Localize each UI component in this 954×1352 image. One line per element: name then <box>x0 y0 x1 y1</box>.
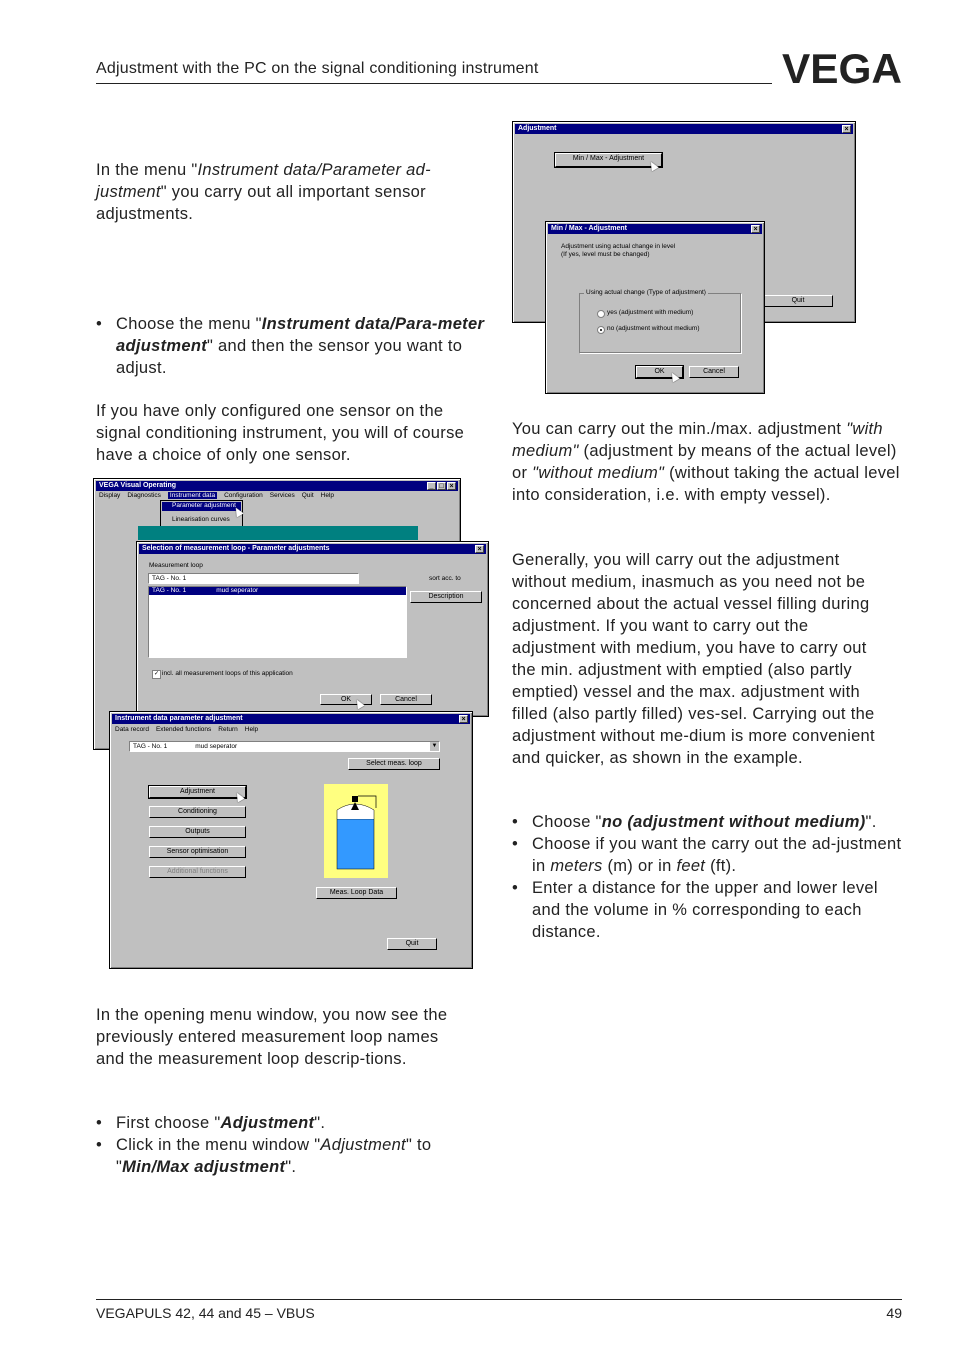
close-icon[interactable]: × <box>475 545 484 553</box>
min-max-cancel-button[interactable]: Cancel <box>689 366 739 378</box>
chevron-down-icon[interactable]: ▼ <box>431 743 438 749</box>
additional-functions-button[interactable]: Additional functions <box>149 866 246 878</box>
logo-text: VEGA <box>782 50 902 86</box>
list-item[interactable]: TAG - No. 1 mud seperator <box>149 587 406 595</box>
tank-icon <box>324 784 388 878</box>
min-max-adjustment-dialog <box>545 221 765 394</box>
adjustment-quit-button[interactable]: Quit <box>763 295 833 307</box>
header-rule <box>96 83 772 84</box>
selection-measurement-loop-window <box>136 541 489 717</box>
maximize-icon[interactable]: □ <box>437 482 446 490</box>
measurement-loop-input[interactable]: TAG - No. 1 <box>148 573 359 584</box>
menu-display[interactable]: Display <box>99 492 121 499</box>
cancel-button[interactable]: Cancel <box>380 694 432 705</box>
incl-all-label: incl. all measurement loops of this application <box>162 670 293 677</box>
menu-quit[interactable]: Quit <box>301 492 314 499</box>
instrument-data-parameter-window <box>109 711 473 969</box>
selection-titlebar: Selection of measurement loop - Parameter adjustments × <box>139 544 486 554</box>
radio-no[interactable] <box>597 326 605 334</box>
menu-help[interactable]: Help <box>320 492 334 499</box>
conditioning-button[interactable]: Conditioning <box>149 806 246 818</box>
min-max-adjustment-button[interactable]: Min / Max - Adjustment <box>555 153 662 167</box>
quit-button[interactable]: Quit <box>387 938 437 950</box>
sort-label: sort acc. to <box>429 575 461 582</box>
intro-paragraph: In the menu "Instrument data/Parameter ad-justment" you carry out all important sensor adjustments. <box>96 161 431 223</box>
measurement-loop-combo[interactable]: TAG - No. 1 mud seperator ▼ <box>129 741 440 752</box>
menu-help[interactable]: Help <box>244 726 259 733</box>
left-bullets-adjustment: • First choose "Adjustment". • Click in the menu window "Adjustment" to "Min/Max adjustment". <box>96 1112 486 1178</box>
right-paragraph-generally: Generally, you will carry out the adjustment without medium, inasmuch as you need not be concerned about the actual vessel filling during adjustment. If you want to carry out the adjustment with medium, you have to carry out the min. adjustment with emptied (also partly emptied) vessel and the max. adjustment with filled (also partly filled) ves-sel. Carrying out the adjustment without me-dium is more convenient and quicker, as shown in the example. <box>512 551 875 767</box>
ok-button[interactable]: OK <box>320 694 372 705</box>
min-max-line2: (If yes, level must be changed) <box>561 251 650 258</box>
instrument-data-dropdown <box>160 500 243 528</box>
select-meas-loop-button[interactable]: Select meas. loop <box>348 758 440 770</box>
min-max-ok-button[interactable]: OK <box>636 366 683 378</box>
measurement-loop-list[interactable] <box>148 586 407 658</box>
idpa-menubar <box>115 726 265 733</box>
measurement-loop-label: Measurement loop <box>149 562 203 569</box>
left-paragraph-opening-menu: In the opening menu window, you now see the previously entered measurement loop names and the measurement loop descrip-tions. <box>96 1006 448 1068</box>
radio-yes[interactable] <box>597 310 605 318</box>
sensor-optimisation-button[interactable]: Sensor optimisation <box>149 846 246 858</box>
right-paragraph-with-without-medium: You can carry out the min./max. adjustment "with medium" (adjustment by means of the actual level) or "without medium" (without taking the actual level into consideration, i.e. with empty vessel). <box>512 420 900 504</box>
close-icon[interactable]: × <box>842 125 851 133</box>
min-max-titlebar: Min / Max - Adjustment × <box>548 224 762 234</box>
vega-logo <box>782 50 902 86</box>
menu-services[interactable]: Services <box>269 492 295 499</box>
left-paragraph-one-sensor: If you have only configured one sensor on the signal conditioning instrument, you will of course have a choice of only one sensor. <box>96 402 465 464</box>
dropdown-linearisation-curves[interactable]: Linearisation curves <box>172 516 230 523</box>
adjustment-button[interactable]: Adjustment <box>149 786 246 798</box>
menu-instrument-data[interactable]: Instrument data <box>169 492 216 499</box>
min-max-line1: Adjustment using actual change in level <box>561 243 676 250</box>
minimize-icon[interactable]: _ <box>427 482 436 490</box>
main-menubar <box>99 492 341 499</box>
teal-band <box>138 526 418 540</box>
menu-data-record[interactable]: Data record <box>115 726 149 733</box>
description-button[interactable]: Description <box>410 591 482 603</box>
radio-yes-label: yes (adjustment with medium) <box>607 309 694 316</box>
page-number: 49 <box>886 1305 902 1321</box>
right-bullets: • Choose "no (adjustment without medium)". • Choose if you want the carry out the ad-justment in meters (m) or in feet (ft). • Enter a distance for the upper and lower level and the volume in % corresponding to each distance. <box>512 811 904 943</box>
close-icon[interactable]: × <box>459 715 468 723</box>
footer-product: VEGAPULS 42, 44 and 45 – VBUS <box>96 1305 315 1321</box>
footer-rule <box>96 1299 902 1300</box>
outputs-button[interactable]: Outputs <box>149 826 246 838</box>
radio-no-label: no (adjustment without medium) <box>607 325 700 332</box>
close-icon[interactable]: × <box>447 482 456 490</box>
menu-diagnostics[interactable]: Diagnostics <box>127 492 161 499</box>
incl-all-checkbox[interactable]: ✓ <box>153 671 160 677</box>
adjustment-titlebar: Adjustment × <box>515 124 853 134</box>
left-bullet-choose-menu: • Choose the menu "Instrument data/Para-meter adjustment" and then the sensor you want to adjust. <box>96 313 486 379</box>
menu-return[interactable]: Return <box>218 726 238 733</box>
meas-loop-data-button[interactable]: Meas. Loop Data <box>316 887 397 899</box>
menu-extended-functions[interactable]: Extended functions <box>155 726 212 733</box>
close-icon[interactable]: × <box>751 225 760 233</box>
dropdown-parameter-adjustment[interactable]: Parameter adjustment <box>162 502 241 511</box>
idpa-titlebar: Instrument data parameter adjustment × <box>112 714 470 724</box>
main-titlebar: VEGA Visual Operating _ □ × <box>96 481 458 491</box>
group-label: Using actual change (Type of adjustment) <box>586 289 706 296</box>
type-of-adjustment-group <box>579 289 741 353</box>
header-title: Adjustment with the PC on the signal conditioning instrument <box>96 60 539 77</box>
menu-configuration[interactable]: Configuration <box>224 492 263 499</box>
